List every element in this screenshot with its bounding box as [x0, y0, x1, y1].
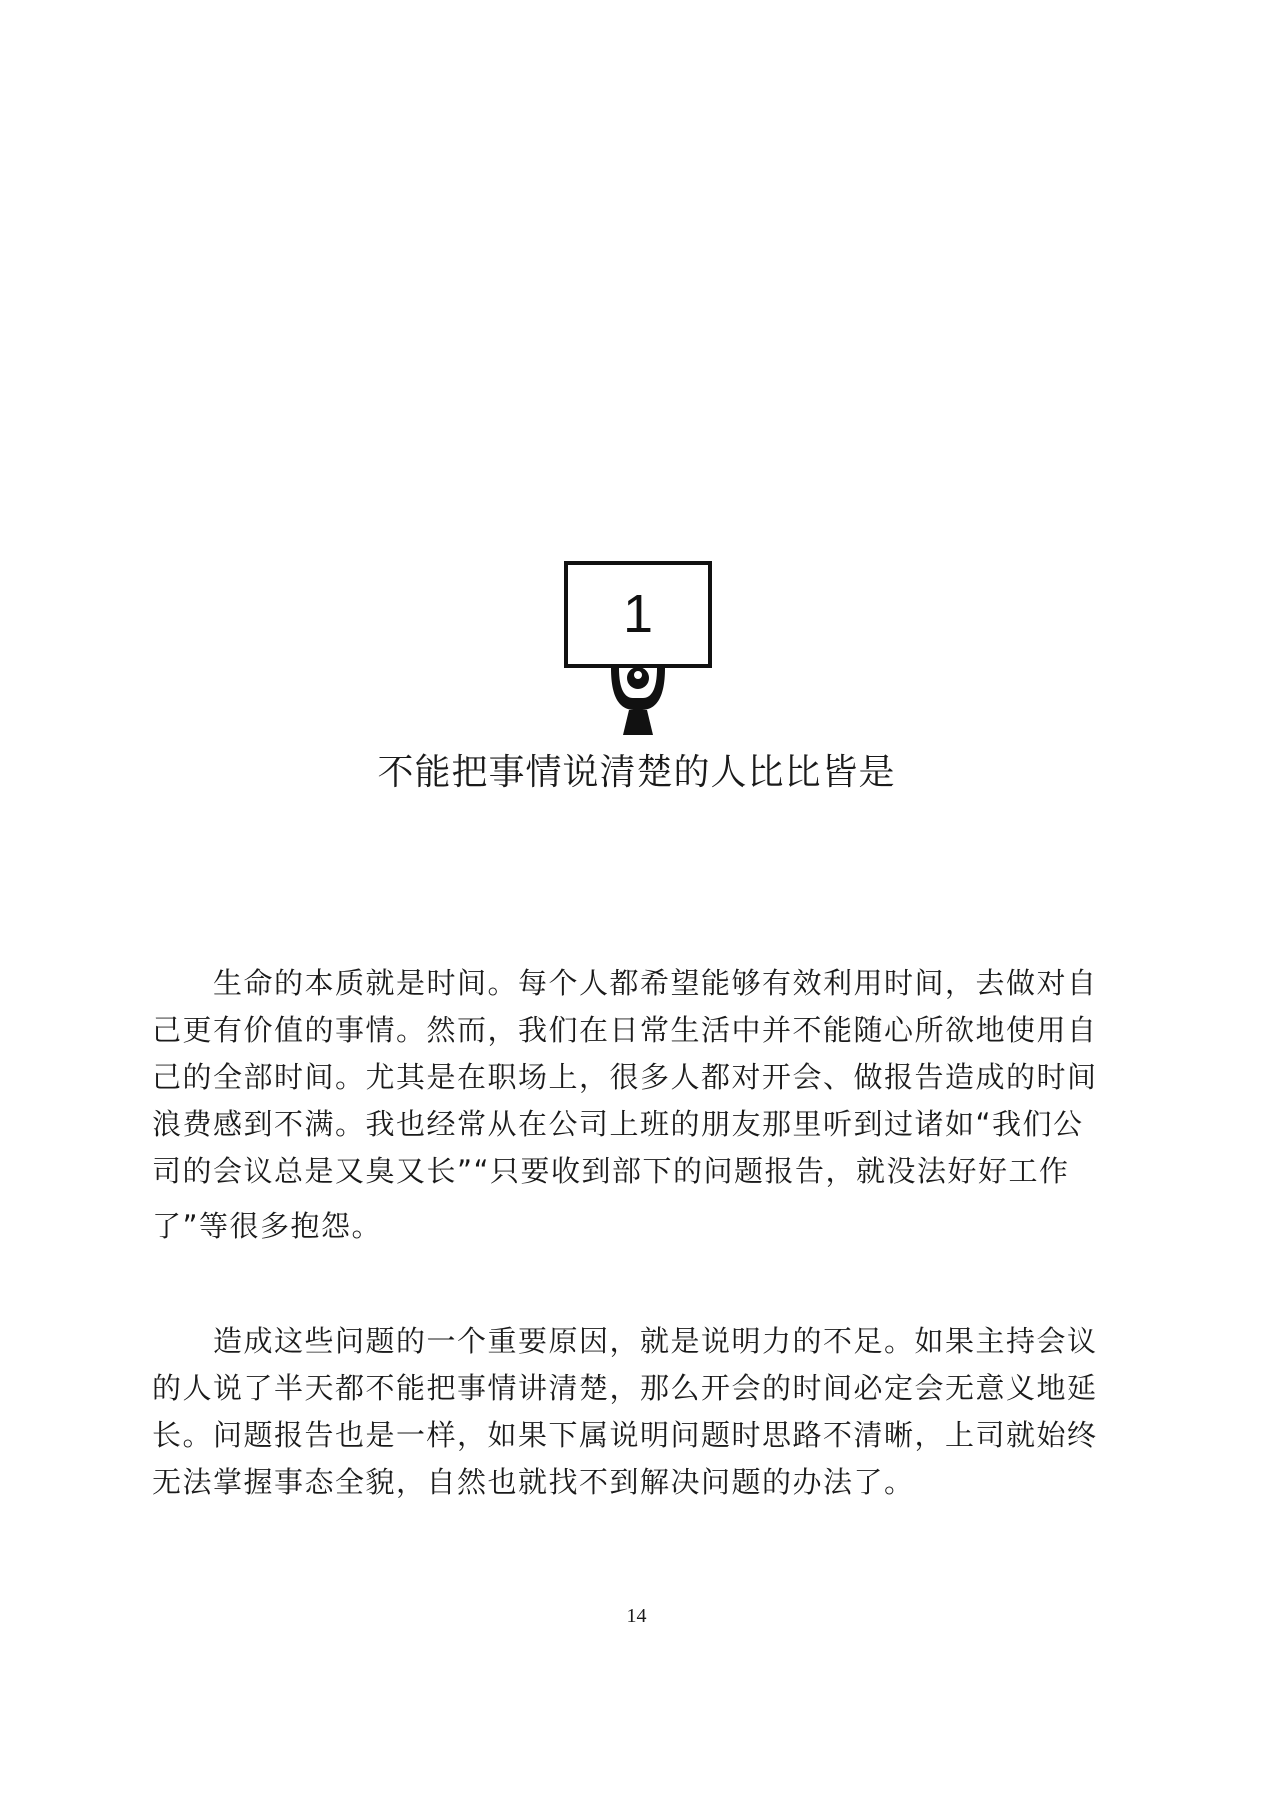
- text-line: 无法掌握事态全貌，自然也就找不到解决问题的办法了。: [152, 1465, 915, 1499]
- text-line: 造成这些问题的一个重要原因，就是说明力的不足。如果主持会议: [152, 1324, 1098, 1358]
- text-line: 长。问题报告也是一样，如果下属说明问题时思路不清晰，上司就始终: [152, 1418, 1098, 1452]
- paragraph-1: [152, 960, 1124, 1250]
- person-silhouette: [611, 667, 665, 735]
- text-line: 司的会议总是又臭又长”“只要收到部下的问题报告，就没法好好工作: [152, 1154, 1070, 1188]
- chapter-number: 1: [622, 584, 654, 644]
- text-line: 己更有价值的事情。然而，我们在日常生活中并不能随心所欲地使用自: [152, 1013, 1098, 1047]
- page-number: 14: [626, 1605, 647, 1627]
- text-line: 浪费感到不满。我也经常从在公司上班的朋友那里听到过诸如“我们公: [152, 1107, 1084, 1141]
- text-line: 己的全部时间。尤其是在职场上，很多人都对开会、做报告造成的时间: [152, 1060, 1098, 1094]
- text-line: 的人说了半天都不能把事情讲清楚，那么开会的时间必定会无意义地延: [152, 1371, 1098, 1405]
- paragraph-2: [152, 1318, 1124, 1506]
- text-line: 生命的本质就是时间。每个人都希望能够有效利用时间，去做对自: [152, 966, 1098, 1000]
- chapter-title: 不能把事情说清楚的人比比皆是: [377, 752, 896, 793]
- chapter-sign-icon: [563, 560, 713, 735]
- text-line: 了”等很多抱怨。: [152, 1209, 383, 1243]
